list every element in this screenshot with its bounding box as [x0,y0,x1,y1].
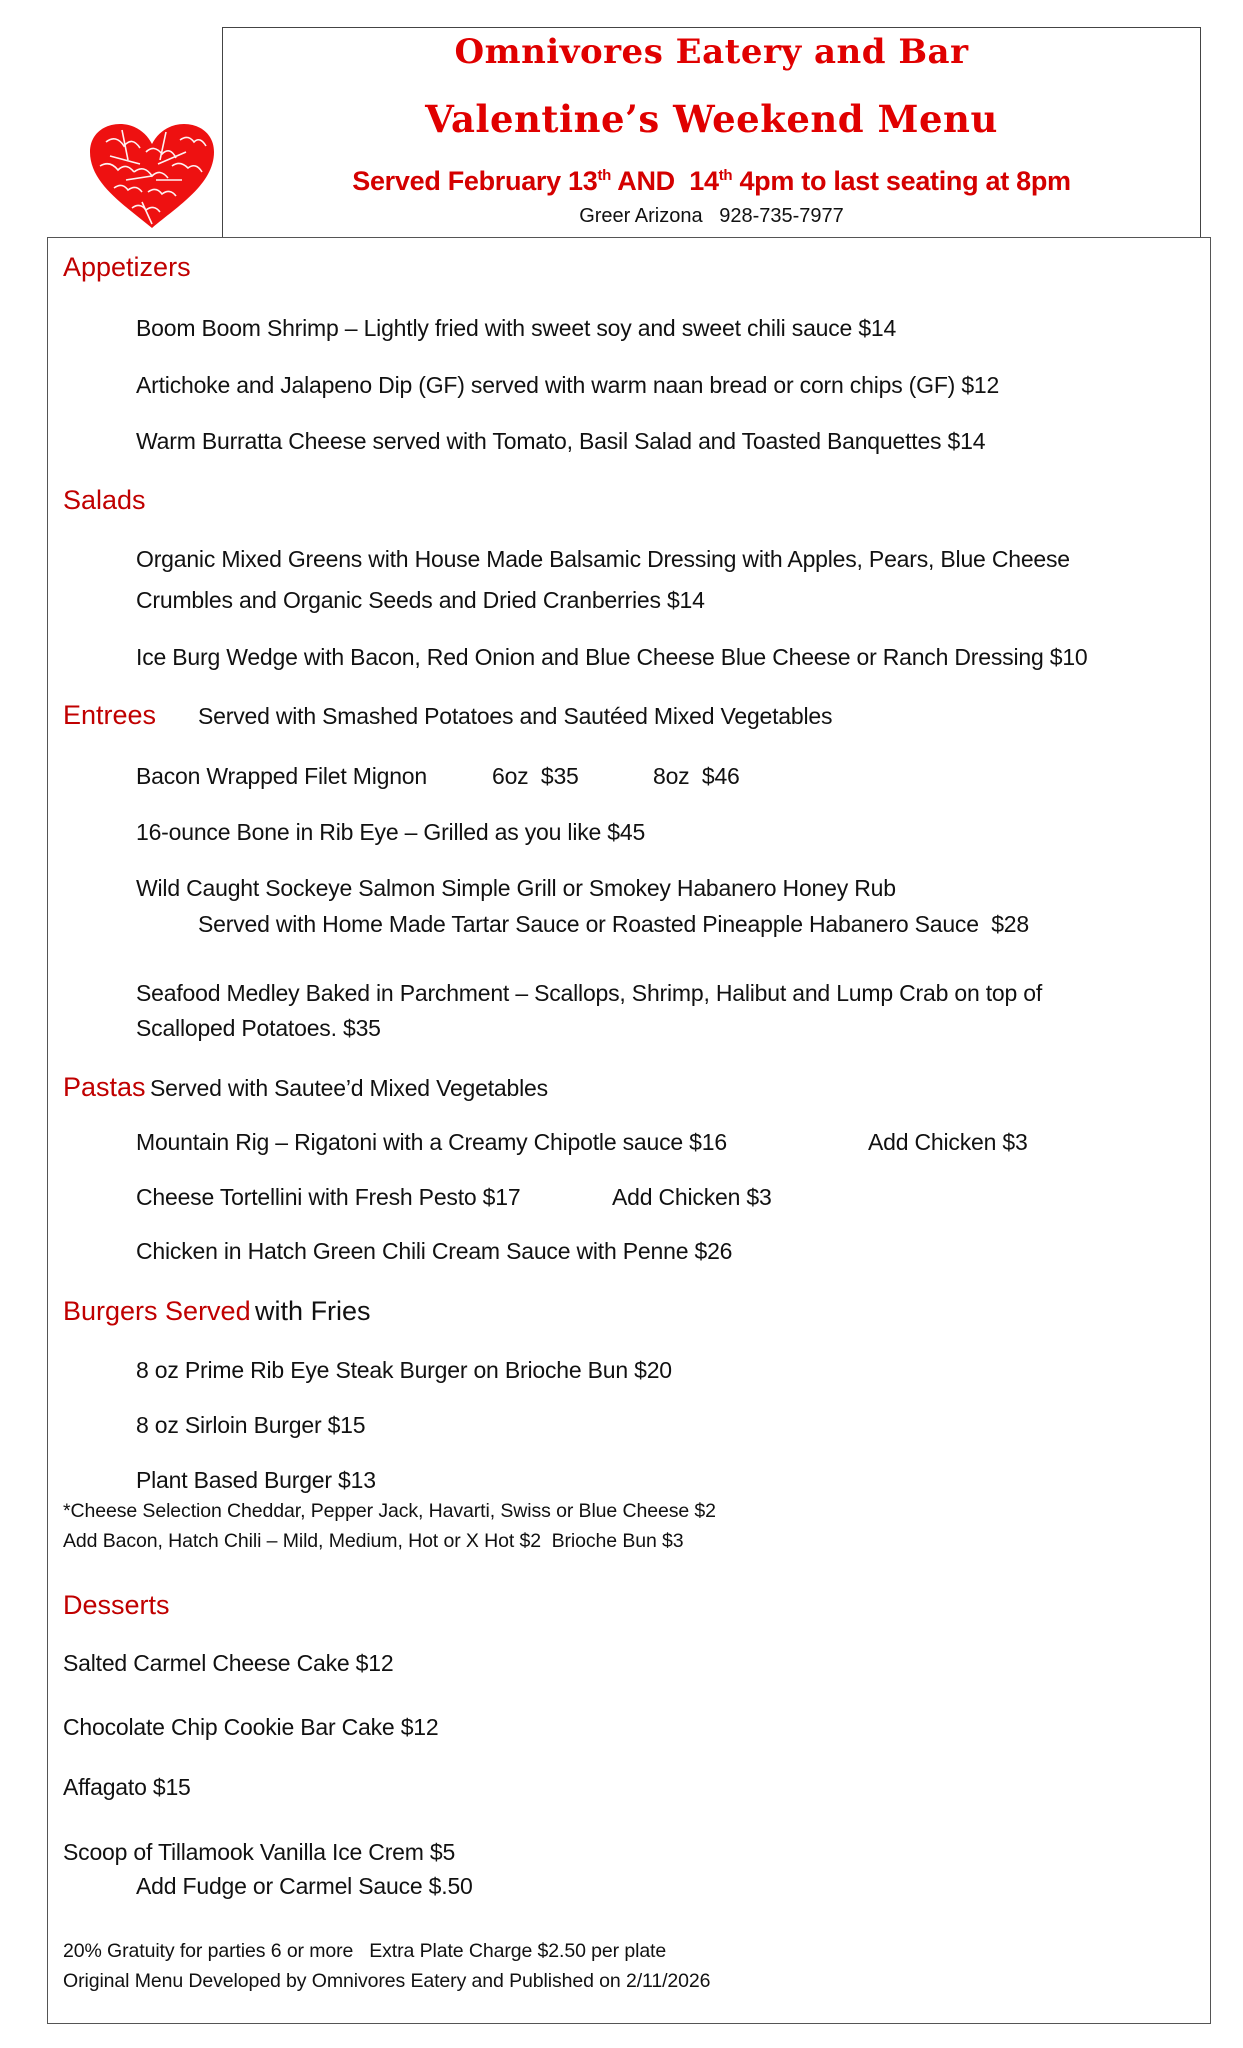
menu-item-name: Bacon Wrapped Filet Mignon [136,763,427,789]
served-dates [222,166,1201,197]
menu-item: Salted Carmel Cheese Cake $12 [63,1650,394,1676]
menu-item-line1: Scoop of Tillamook Vanilla Ice Crem $5 [63,1839,456,1865]
burger-note: Add Bacon, Hatch Chili – Mild, Medium, Hot or X Hot $2 Brioche Bun $3 [63,1530,684,1552]
section-header-burgers [63,1296,371,1327]
location: Greer Arizona [579,205,703,227]
menu-item: Boom Boom Shrimp – Lightly fried with sweet soy and sweet chili sauce $14 [136,315,897,341]
section-subheading: with Fries [255,1296,371,1326]
section-header-pastas [63,1072,548,1103]
menu-item: 8 oz Prime Rib Eye Steak Burger on Brioche Bun $20 [136,1357,672,1383]
menu-item-option: 6oz $35 [492,763,579,789]
menu-item-addon: Add Chicken $3 [612,1184,772,1210]
ordinal-suffix: th [597,167,612,184]
menu-item-name: Mountain Rig – Rigatoni with a Creamy Chipotle sauce $16 [136,1129,727,1155]
ordinal-suffix: th [718,167,733,184]
section-heading-appetizers: Appetizers [63,252,191,282]
menu-item: 8 oz Sirloin Burger $15 [136,1412,366,1438]
menu-item: Warm Burratta Cheese served with Tomato, Basil Salad and Toasted Banquettes $14 [136,428,986,454]
menu-item-line1: Seafood Medley Baked in Parchment – Scallops, Shrimp, Halibut and Lump Crab on top of [136,980,1043,1006]
phone-number[interactable]: 928-735-7977 [719,205,844,227]
served-middle: AND 14 [611,166,719,196]
section-heading-desserts: Desserts [63,1590,170,1620]
menu-item: Affagato $15 [63,1774,191,1800]
menu-item-line2: Add Fudge or Carmel Sauce $.50 [136,1873,473,1899]
menu-item: 16-ounce Bone in Rib Eye – Grilled as you like $45 [136,819,646,845]
menu-item: Plant Based Burger $13 [136,1467,376,1493]
menu-item-line1: Organic Mixed Greens with House Made Balsamic Dressing with Apples, Pears, Blue Cheese [136,546,1070,572]
menu-item: Ice Burg Wedge with Bacon, Red Onion and Blue Cheese Blue Cheese or Ranch Dressing $10 [136,644,1088,670]
menu-title: Valentine’s Weekend Menu [425,97,998,141]
served-suffix: 4pm to last seating at 8pm [732,166,1071,196]
section-heading-burgers: Burgers Served [63,1296,251,1326]
menu-item-line2: Scalloped Potatoes. $35 [136,1015,381,1041]
section-subheading: Served with Smashed Potatoes and Sautéed Mixed Vegetables [198,703,833,729]
menu-item-name: Cheese Tortellini with Fresh Pesto $17 [136,1184,521,1210]
menu-item-option: 8oz $46 [653,763,740,789]
served-prefix: Served February 13 [352,166,598,196]
menu-item-line1: Wild Caught Sockeye Salmon Simple Grill or Smokey Habanero Honey Rub [136,875,896,901]
footer-credit: Original Menu Developed by Omnivores Eatery and Published on 2/11/2026 [63,1970,711,1992]
restaurant-name: Omnivores Eatery and Bar [454,32,969,72]
section-heading-pastas: Pastas [63,1072,146,1102]
menu-item-addon: Add Chicken $3 [868,1129,1028,1155]
menu-item: Chicken in Hatch Green Chili Cream Sauce with Penne $26 [136,1238,733,1264]
section-subheading: Served with Sautee’d Mixed Vegetables [150,1075,548,1101]
section-heading-salads: Salads [63,485,146,515]
menu-item: Artichoke and Jalapeno Dip (GF) served with warm naan bread or corn chips (GF) $12 [136,372,1000,398]
burger-note: *Cheese Selection Cheddar, Pepper Jack, Havarti, Swiss or Blue Cheese $2 [63,1500,716,1522]
menu-item-line2: Served with Home Made Tartar Sauce or Roasted Pineapple Habanero Sauce $28 [198,911,1029,937]
footer-gratuity: 20% Gratuity for parties 6 or more Extra Plate Charge $2.50 per plate [63,1940,667,1962]
section-heading-entrees: Entrees [63,700,157,730]
menu-item-line2: Crumbles and Organic Seeds and Dried Cranberries $14 [136,587,705,613]
menu-item: Chocolate Chip Cookie Bar Cake $12 [63,1714,439,1740]
heart-of-hearts-icon [86,122,218,230]
location-phone [222,205,1201,228]
